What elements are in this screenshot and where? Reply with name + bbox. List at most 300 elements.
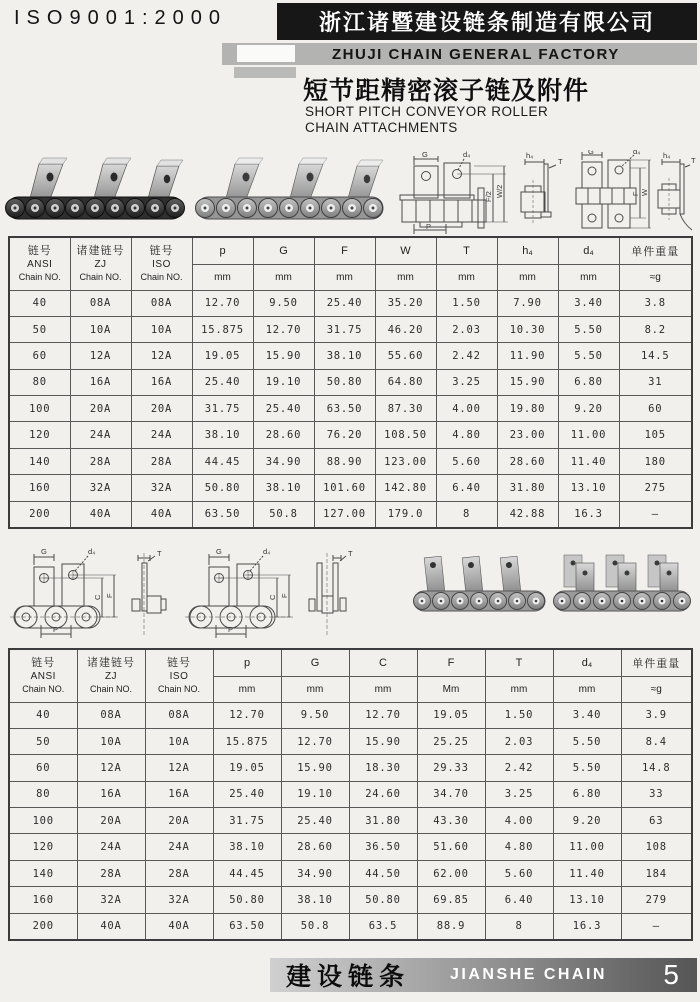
table-cell: 08A [131, 290, 192, 316]
table1-col-weight: 单件重量 [619, 237, 692, 264]
table-cell: 25.40 [314, 290, 375, 316]
table1-col-h4: h₄ [497, 237, 558, 264]
company-name-en-banner [222, 43, 697, 65]
table-cell: 10A [131, 316, 192, 342]
col-title-code: ANSI [27, 258, 53, 270]
table-cell: 29.33 [417, 755, 485, 781]
table-cell: 11.00 [553, 834, 621, 860]
table-cell: 179.0 [375, 501, 436, 527]
table-row [9, 316, 692, 342]
table-cell: 13.10 [558, 475, 619, 501]
unit-cell: mm [497, 264, 558, 290]
footer-brand-bar [270, 958, 697, 992]
roller-chain-photo-light-bent-attachment [195, 150, 385, 230]
table-cell: 24A [77, 834, 145, 860]
unit-cell: mm [375, 264, 436, 290]
iso-certification-label: ISO9001:2000 [14, 7, 227, 29]
table-cell: 15.90 [349, 728, 417, 754]
table-cell: 123.00 [375, 448, 436, 474]
table-row [9, 448, 692, 474]
dim-label-P: P [228, 625, 234, 634]
table-cell: 6.80 [558, 369, 619, 395]
table-cell: 6.80 [553, 781, 621, 807]
table1-col-T: T [436, 237, 497, 264]
table-cell: 11.00 [558, 422, 619, 448]
table2-col-d4: d₄ [553, 649, 621, 676]
diagram-upright-attachment-elevation-2 [183, 545, 298, 640]
table-cell: 62.00 [417, 860, 485, 886]
table-cell: 108 [621, 834, 692, 860]
dim-label-C: C [93, 594, 102, 600]
table-cell: 100 [9, 396, 70, 422]
page-number: 5 [663, 959, 679, 990]
table-cell: 33 [621, 781, 692, 807]
table-cell: 16.3 [558, 501, 619, 527]
table-cell: 9.50 [253, 290, 314, 316]
col-title-code: ISO [169, 670, 189, 682]
diagram-end-view-double-plate [303, 545, 358, 640]
table1-col-W: W [375, 237, 436, 264]
table-cell: 28A [70, 448, 131, 474]
table-cell: 12A [77, 755, 145, 781]
table-cell: 16A [77, 781, 145, 807]
table-cell: 5.60 [436, 448, 497, 474]
table-cell: 16.3 [553, 913, 621, 939]
table-row [9, 887, 692, 913]
product-title-en-line2: CHAIN ATTACHMENTS [305, 120, 458, 135]
table-cell: 38.10 [281, 887, 349, 913]
roller-chain-photo-dark-bent-attachment [5, 150, 185, 230]
table-cell: 13.10 [553, 887, 621, 913]
table-cell: 31 [619, 369, 692, 395]
col-title-code: ZJ [94, 258, 107, 270]
table-cell: 63.50 [213, 913, 281, 939]
table-cell: 10A [145, 728, 213, 754]
table-cell: 24A [145, 834, 213, 860]
table-cell: 28A [145, 860, 213, 886]
dim-label-T: T [558, 157, 563, 166]
table-cell: 31.80 [497, 475, 558, 501]
table-cell: 140 [9, 448, 70, 474]
table-row [9, 501, 692, 527]
table-cell: 6.40 [485, 887, 553, 913]
table-cell: 88.9 [417, 913, 485, 939]
table-cell: 80 [9, 369, 70, 395]
unit-cell: mm [349, 676, 417, 702]
dim-label-T: T [157, 549, 162, 558]
table-cell: 32A [70, 475, 131, 501]
table-cell: 08A [70, 290, 131, 316]
table-cell: 200 [9, 913, 77, 939]
roller-chain-photo-upright-tab [412, 551, 547, 621]
spec-table-upright-attachments [8, 648, 693, 941]
table-row [9, 396, 692, 422]
table-row [9, 834, 692, 860]
table-cell: 160 [9, 475, 70, 501]
table-cell: 1.50 [436, 290, 497, 316]
table-cell: 50.8 [281, 913, 349, 939]
table-cell: 40 [9, 702, 77, 728]
table-row [9, 702, 692, 728]
diagram-bent-attachment-side-view [513, 150, 568, 236]
table-cell: 25.40 [213, 781, 281, 807]
unit-cell: mm [436, 264, 497, 290]
table-cell: 55.60 [375, 343, 436, 369]
table2-col-F: F [417, 649, 485, 676]
table-cell: 60 [9, 755, 77, 781]
col-title-code: ISO [152, 258, 171, 270]
table-cell: 11.40 [553, 860, 621, 886]
col-title-cn: 链号 [167, 656, 191, 669]
table-cell: 28.60 [497, 448, 558, 474]
footer-brand-cn: 建设链条 [286, 963, 411, 991]
table-cell: 15.90 [281, 755, 349, 781]
table-cell: 12.70 [253, 316, 314, 342]
table-cell: 15.875 [213, 728, 281, 754]
table-row [9, 755, 692, 781]
unit-cell: mm [558, 264, 619, 290]
table-cell: 46.20 [375, 316, 436, 342]
table2-col-ansi [9, 649, 77, 702]
table-row [9, 728, 692, 754]
table-cell: 32A [77, 887, 145, 913]
unit-cell: mm [485, 676, 553, 702]
table-cell: 18.30 [349, 755, 417, 781]
table-cell: 4.80 [485, 834, 553, 860]
table1-col-d4: d₄ [558, 237, 619, 264]
table-cell: 42.88 [497, 501, 558, 527]
table-cell: 28A [131, 448, 192, 474]
table-cell: 35.20 [375, 290, 436, 316]
dim-label-F: F [105, 593, 114, 598]
table-cell: 32A [131, 475, 192, 501]
dim-label-F: F [280, 593, 289, 598]
table-cell: 2.42 [485, 755, 553, 781]
col-title-en: Chain NO. [157, 683, 201, 694]
dim-label-F2: F/2 [484, 191, 493, 202]
table-cell: 5.60 [485, 860, 553, 886]
dim-label-P: P [426, 222, 432, 231]
col-title-cn: 链号 [149, 244, 174, 257]
dim-label-d4: d₄ [263, 547, 271, 556]
table-cell: 7.90 [497, 290, 558, 316]
illustration-band-bottom [0, 543, 700, 645]
table-cell: 36.50 [349, 834, 417, 860]
table1-header-row-1 [9, 237, 692, 264]
table1-body [9, 290, 692, 528]
table-cell: 3.40 [558, 290, 619, 316]
table-cell: 11.90 [497, 343, 558, 369]
table-cell: 63.50 [314, 396, 375, 422]
table-cell: 40A [131, 501, 192, 527]
table-cell: 2.03 [436, 316, 497, 342]
table2-col-T: T [485, 649, 553, 676]
table-cell: 14.8 [621, 755, 692, 781]
table-cell: 16A [70, 369, 131, 395]
product-title-en-line1: SHORT PITCH CONVEYOR ROLLER [305, 104, 549, 119]
table-cell: 12.70 [213, 702, 281, 728]
table-cell: 88.90 [314, 448, 375, 474]
product-title-en [305, 104, 548, 136]
table-cell: 275 [619, 475, 692, 501]
table-cell: 38.10 [253, 475, 314, 501]
table-cell: 23.00 [497, 422, 558, 448]
table-cell: 12A [70, 343, 131, 369]
table-cell: 31.75 [213, 808, 281, 834]
table-cell: 12.70 [281, 728, 349, 754]
table-cell: 34.90 [281, 860, 349, 886]
table-cell: 50.80 [349, 887, 417, 913]
table-cell: 44.45 [213, 860, 281, 886]
table-cell: 3.8 [619, 290, 692, 316]
table-cell: 15.90 [253, 343, 314, 369]
table-row [9, 475, 692, 501]
banner-notch [237, 45, 295, 62]
table-cell: 63.50 [192, 501, 253, 527]
col-title-cn: 链号 [31, 656, 56, 669]
table-cell: 4.00 [436, 396, 497, 422]
table-cell: 3.9 [621, 702, 692, 728]
dim-label-G: G [41, 547, 47, 556]
table-cell: 80 [9, 781, 77, 807]
dim-label-G: G [588, 150, 594, 156]
table-cell: 43.30 [417, 808, 485, 834]
table-cell: 142.80 [375, 475, 436, 501]
footer-brand-en: JIANSHE CHAIN [450, 966, 607, 983]
company-name-cn: 浙江诸暨建设链条制造有限公司 [318, 10, 655, 35]
dim-label-W: W [640, 188, 649, 196]
table-cell: 19.80 [497, 396, 558, 422]
table-cell: 25.40 [253, 396, 314, 422]
table-cell: 40 [9, 290, 70, 316]
table-cell: 31.75 [192, 396, 253, 422]
table-cell: 31.80 [349, 808, 417, 834]
table-cell: 19.05 [213, 755, 281, 781]
table-cell: 19.10 [253, 369, 314, 395]
company-name-bar [277, 3, 697, 40]
table-cell: 5.50 [553, 728, 621, 754]
unit-cell: ≈g [621, 676, 692, 702]
table-cell: 4.80 [436, 422, 497, 448]
table-cell: 11.40 [558, 448, 619, 474]
dim-label-C: C [268, 594, 277, 600]
table-cell: 9.20 [558, 396, 619, 422]
dim-label-T: T [691, 156, 696, 165]
table-cell: 40A [145, 913, 213, 939]
table-cell: 3.25 [436, 369, 497, 395]
table-cell: 50 [9, 728, 77, 754]
table-cell: 105 [619, 422, 692, 448]
spec-table-bent-attachments [8, 236, 693, 529]
table-cell: 28.60 [253, 422, 314, 448]
illustration-band-top [0, 148, 700, 238]
table1-col-F: F [314, 237, 375, 264]
table1-col-ansi [9, 237, 70, 290]
table2-col-p: p [213, 649, 281, 676]
table-cell: 31.75 [314, 316, 375, 342]
dim-label-G: G [422, 150, 428, 159]
table-cell: 3.25 [485, 781, 553, 807]
col-title-cn: 诸建链号 [76, 244, 125, 257]
table-cell: 279 [621, 887, 692, 913]
table-cell: 40A [70, 501, 131, 527]
table-cell: 20A [145, 808, 213, 834]
table-cell: 40A [77, 913, 145, 939]
table-cell: 50.80 [192, 475, 253, 501]
unit-cell: mm [281, 676, 349, 702]
product-title-cn: 短节距精密滚子链及附件 [303, 77, 590, 105]
diagram-upright-attachment-elevation [8, 545, 123, 640]
unit-cell: mm [314, 264, 375, 290]
diagram-double-attachment-link [570, 150, 652, 236]
company-name-en: ZHUJI CHAIN GENERAL FACTORY [332, 46, 620, 63]
unit-cell: mm [553, 676, 621, 702]
table-cell: 63.5 [349, 913, 417, 939]
roller-chain-photo-double-plate [552, 551, 692, 621]
diagram-bent-attachment-link [396, 150, 511, 236]
table-cell: – [621, 913, 692, 939]
table-row [9, 808, 692, 834]
dim-label-F: F [631, 191, 640, 196]
table-cell: 24.60 [349, 781, 417, 807]
table-cell: 51.60 [417, 834, 485, 860]
table-cell: 34.90 [253, 448, 314, 474]
table-cell: 50.80 [314, 369, 375, 395]
unit-cell: mm [192, 264, 253, 290]
table-cell: 8 [485, 913, 553, 939]
diagram-attachment-side-view-2 [654, 150, 699, 236]
table-cell: 32A [145, 887, 213, 913]
unit-cell: ≈g [619, 264, 692, 290]
decorative-chip [234, 67, 296, 78]
table-cell: 50 [9, 316, 70, 342]
table-cell: 5.50 [558, 343, 619, 369]
col-title-cn: 诸建链号 [87, 656, 135, 669]
col-title-cn: 链号 [27, 244, 52, 257]
dim-label-d4: d₄ [463, 150, 471, 159]
table-cell: 08A [145, 702, 213, 728]
table-cell: 38.10 [192, 422, 253, 448]
unit-cell: mm [253, 264, 314, 290]
dim-label-G: G [216, 547, 222, 556]
table-cell: 1.50 [485, 702, 553, 728]
table-cell: 19.05 [417, 702, 485, 728]
table-cell: 15.875 [192, 316, 253, 342]
table-cell: 2.42 [436, 343, 497, 369]
table2-header-row-1 [9, 649, 692, 676]
table-cell: 127.00 [314, 501, 375, 527]
table-cell: 20A [77, 808, 145, 834]
table-cell: 44.50 [349, 860, 417, 886]
table-cell: 9.20 [553, 808, 621, 834]
table-cell: 12.70 [349, 702, 417, 728]
table-cell: 69.85 [417, 887, 485, 913]
table-cell: 28.60 [281, 834, 349, 860]
table-cell: 38.10 [213, 834, 281, 860]
table-cell: 10A [77, 728, 145, 754]
table-cell: 25.40 [192, 369, 253, 395]
col-title-en: Chain NO. [18, 271, 61, 282]
table-cell: 6.40 [436, 475, 497, 501]
table-cell: 63 [621, 808, 692, 834]
table-cell: 24A [131, 422, 192, 448]
table-cell: 120 [9, 422, 70, 448]
dim-label-d4: d₄ [633, 150, 641, 156]
table-cell: 19.05 [192, 343, 253, 369]
table-cell: 9.50 [281, 702, 349, 728]
table-cell: 12A [131, 343, 192, 369]
table-cell: 184 [621, 860, 692, 886]
table-cell: 14.5 [619, 343, 692, 369]
table-cell: 38.10 [314, 343, 375, 369]
col-title-en: Chain NO. [89, 683, 133, 694]
unit-cell: mm [213, 676, 281, 702]
table-cell: 16A [131, 369, 192, 395]
table-row [9, 913, 692, 939]
table-cell: 20A [70, 396, 131, 422]
table-cell: 60 [619, 396, 692, 422]
dim-label-P: P [53, 625, 59, 634]
table-cell: 24A [70, 422, 131, 448]
table2-col-G: G [281, 649, 349, 676]
table-row [9, 781, 692, 807]
table-cell: 5.50 [558, 316, 619, 342]
table-cell: 4.00 [485, 808, 553, 834]
table-row [9, 369, 692, 395]
table-cell: 12.70 [192, 290, 253, 316]
table-cell: 34.70 [417, 781, 485, 807]
table-cell: 64.80 [375, 369, 436, 395]
table-cell: 25.40 [281, 808, 349, 834]
table-cell: 16A [145, 781, 213, 807]
table-cell: 19.10 [281, 781, 349, 807]
table-cell: 8.2 [619, 316, 692, 342]
table-cell: 120 [9, 834, 77, 860]
col-title-en: Chain NO. [140, 271, 183, 282]
col-title-en: Chain NO. [79, 271, 122, 282]
table-cell: 3.40 [553, 702, 621, 728]
table-cell: 08A [77, 702, 145, 728]
table-cell: – [619, 501, 692, 527]
dim-label-T: T [348, 549, 353, 558]
table-cell: 76.20 [314, 422, 375, 448]
table-cell: 50.80 [213, 887, 281, 913]
table-cell: 101.60 [314, 475, 375, 501]
table2-col-zj [77, 649, 145, 702]
table1-col-iso [131, 237, 192, 290]
col-title-en: Chain NO. [22, 683, 65, 694]
table-cell: 60 [9, 343, 70, 369]
table-cell: 2.03 [485, 728, 553, 754]
table-cell: 20A [131, 396, 192, 422]
table-cell: 25.25 [417, 728, 485, 754]
table2-body [9, 702, 692, 940]
dim-label-d4: d₄ [88, 547, 96, 556]
table-cell: 8 [436, 501, 497, 527]
diagram-end-view-single-plate [126, 545, 174, 640]
table-cell: 100 [9, 808, 77, 834]
table-cell: 5.50 [553, 755, 621, 781]
table-cell: 160 [9, 887, 77, 913]
unit-cell: Mm [417, 676, 485, 702]
table-cell: 12A [145, 755, 213, 781]
table-cell: 10A [70, 316, 131, 342]
dim-label-W2: W/2 [495, 184, 504, 198]
table2-col-weight: 单件重量 [621, 649, 692, 676]
table-cell: 28A [77, 860, 145, 886]
table1-col-p: p [192, 237, 253, 264]
table-cell: 44.45 [192, 448, 253, 474]
